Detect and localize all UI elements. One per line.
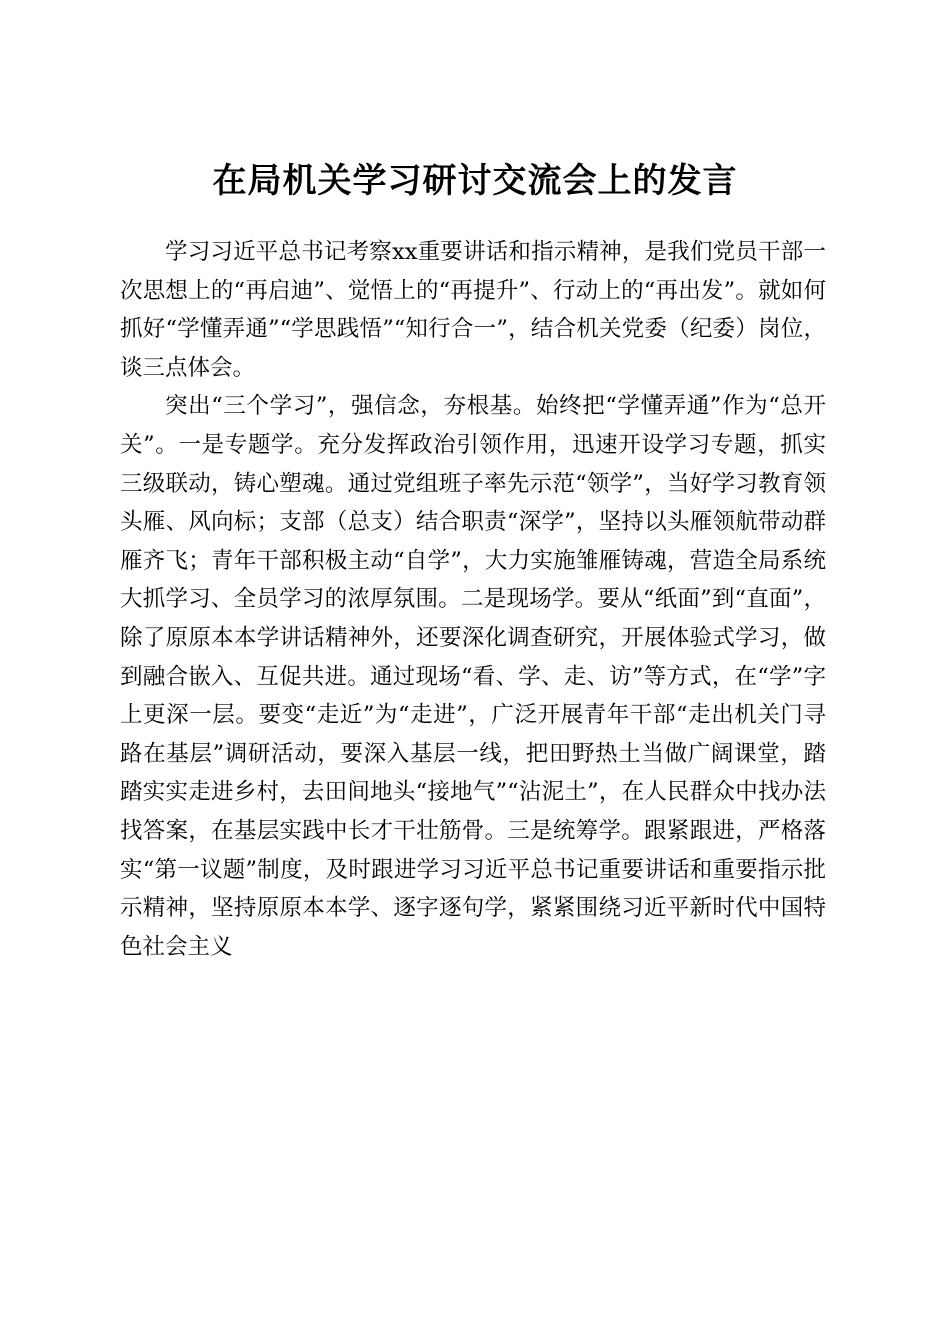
paragraph-intro: 学习习近平总书记考察xx重要讲话和指示精神，是我们党员干部一次思想上的“再启迪”、觉悟上的“再提升”、行动上的“再出发”。就如何抓好“学懂弄通”“学思践悟”“知行合一”，结合机关党委（纪委）岗位，谈三点体会。: [120, 239, 826, 381]
document-title: 在局机关学习研讨交流会上的发言: [212, 160, 738, 201]
document-body: [120, 233, 826, 966]
paragraph-three-studies: 突出“三个学习”，强信念，夯根基。始终把“学懂弄通”作为“总开关”。一是专题学。充分发挥政治引领作用，迅速开设学习专题，抓实三级联动，铸心塑魂。通过党组班子率先示范“领学”，当好学习教育领头雁、风向标；支部（总支）结合职责“深学”，坚持以头雁领航带动群雁齐飞；青年干部积极主动“自学”，大力实施雏雁铸魂，营造全局系统大抓学习、全员学习的浓厚氛围。二是现场学。要从“纸面”到“直面”，除了原原本本学讲话精神外，还要深化调查研究，开展体验式学习，做到融合嵌入、互促共进。通过现场“看、学、走、访”等方式，在“学”字上更深一层。要变“走近”为“走进”，广泛开展青年干部“走出机关门寻路在基层”调研活动，要深入基层一线，把田野热土当做广阔课堂，踏踏实实走进乡村，去田间地头“接地气”“沾泥土”，在人民群众中找办法找答案，在基层实践中长才干壮筋骨。三是统筹学。跟紧跟进，严格落实“第一议题”制度，及时跟进学习习近平总书记重要讲话和重要指示批示精神，坚持原原本本学、逐字逐句学，紧紧围绕习近平新时代中国特色社会主义: [120, 393, 826, 960]
